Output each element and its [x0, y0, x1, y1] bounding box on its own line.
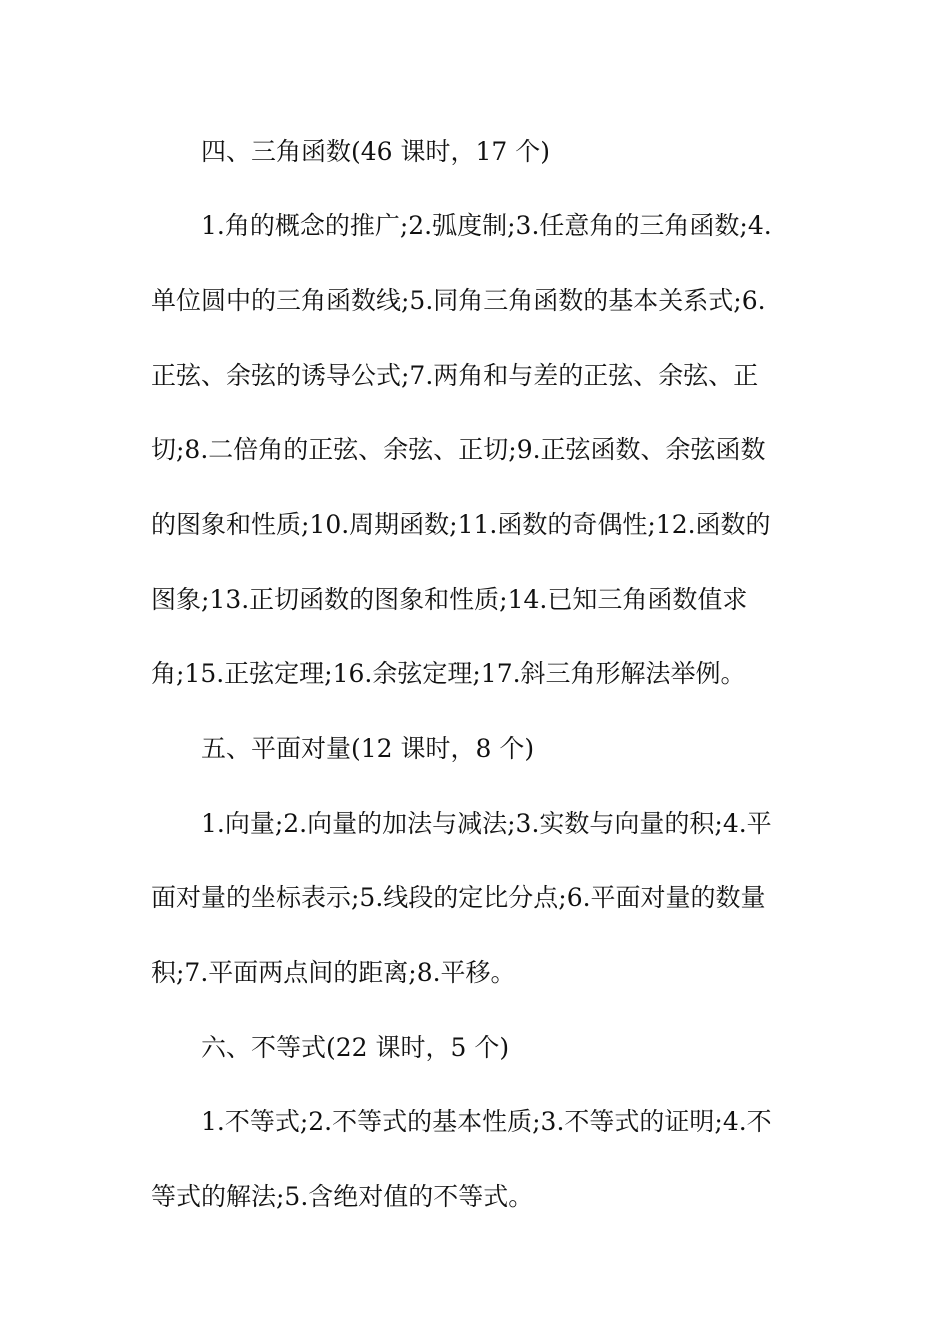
paragraph-line: 切;8.二倍角的正弦、余弦、正切;9.正弦函数、余弦函数	[151, 435, 766, 464]
paragraph-line: 1.不等式;2.不等式的基本性质;3.不等式的证明;4.不	[201, 1107, 772, 1136]
paragraph-line: 正弦、余弦的诱导公式;7.两角和与差的正弦、余弦、正	[151, 361, 759, 390]
section-heading-inequalities: 六、不等式(22 课时，5 个)	[201, 1033, 510, 1062]
paragraph-line: 图象;13.正切函数的图象和性质;14.已知三角函数值求	[151, 585, 748, 614]
paragraph-line: 1.向量;2.向量的加法与减法;3.实数与向量的积;4.平	[201, 809, 772, 838]
paragraph-line: 面对量的坐标表示;5.线段的定比分点;6.平面对量的数量	[151, 883, 766, 912]
paragraph-line: 单位圆中的三角函数线;5.同角三角函数的基本关系式;6.	[151, 286, 766, 315]
section-heading-trigonometry: 四、三角函数(46 课时，17 个)	[201, 137, 551, 166]
paragraph-line: 1.角的概念的推广;2.弧度制;3.任意角的三角函数;4.	[201, 211, 772, 240]
section-heading-vectors: 五、平面对量(12 课时，8 个)	[201, 734, 535, 763]
paragraph-line: 的图象和性质;10.周期函数;11.函数的奇偶性;12.函数的	[151, 510, 771, 539]
paragraph-line: 积;7.平面两点间的距离;8.平移。	[151, 958, 516, 987]
paragraph-line: 等式的解法;5.含绝对值的不等式。	[151, 1182, 534, 1211]
paragraph-line: 角;15.正弦定理;16.余弦定理;17.斜三角形解法举例。	[151, 659, 746, 688]
